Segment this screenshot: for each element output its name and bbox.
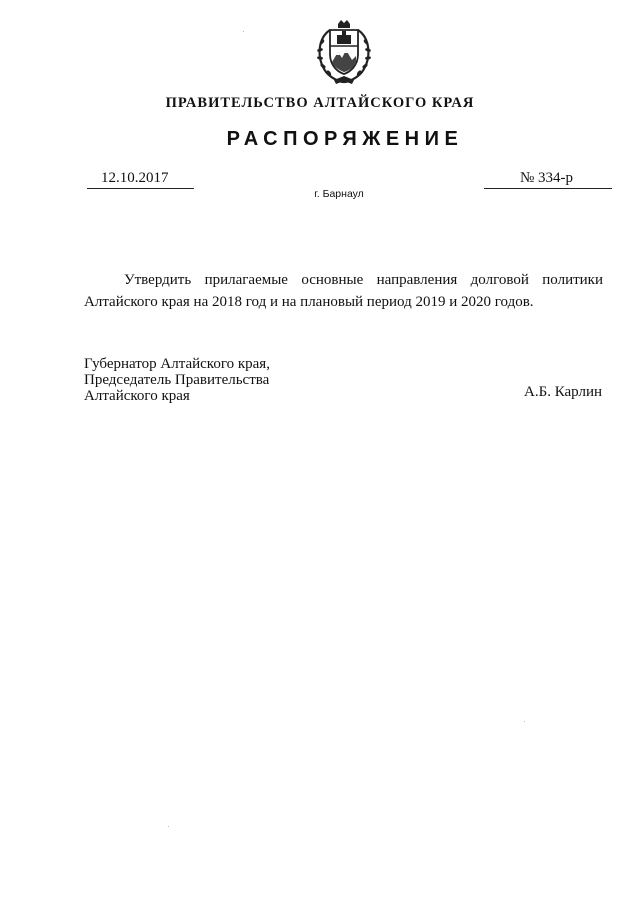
scan-speck xyxy=(524,721,525,722)
document-type-title: РАСПОРЯЖЕНИЕ xyxy=(226,128,464,150)
number-field xyxy=(484,170,612,189)
order-text-line-2: Алтайского края на 2018 год и на плановый период 2019 и 2020 годов. xyxy=(84,294,534,310)
date-field xyxy=(87,170,194,189)
date-value: 12.10.2017 xyxy=(101,170,169,186)
city-label: г. Барнаул xyxy=(314,188,364,200)
signature-title-line-3: Алтайского края xyxy=(84,388,190,404)
signature-title-line-2: Председатель Правительства xyxy=(84,372,270,388)
government-title: ПРАВИТЕЛЬСТВО АЛТАЙСКОГО КРАЯ xyxy=(165,95,475,111)
signatory-name: А.Б. Карлин xyxy=(524,384,603,400)
order-text xyxy=(84,269,603,313)
signature-title-line-1: Губернатор Алтайского края, xyxy=(84,356,270,372)
signature-title xyxy=(84,356,270,404)
coat-of-arms-icon xyxy=(308,16,380,88)
scan-speck xyxy=(168,826,169,827)
scan-speck xyxy=(243,31,244,32)
number-value: № 334-р xyxy=(520,170,574,186)
order-text-line-1: Утвердить прилагаемые основные направления долговой политики xyxy=(124,272,603,288)
